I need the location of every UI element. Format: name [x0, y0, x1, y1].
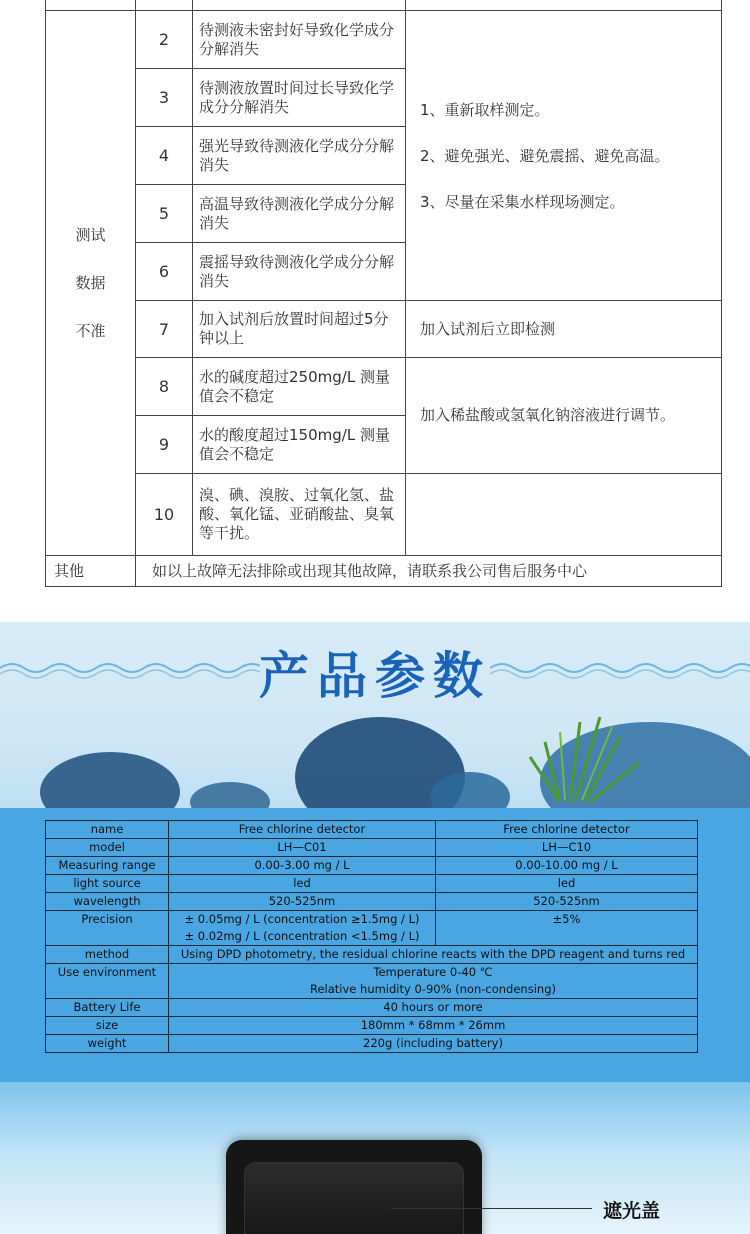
spec-value-c01: led: [169, 875, 436, 893]
solution-line: 3、尽量在采集水样现场测定。: [420, 192, 625, 211]
spec-value: 220g (including battery): [169, 1035, 698, 1053]
spec-row-size: [46, 1017, 698, 1035]
cause-text: 震摇导致待测液化学成分分解消失: [193, 243, 406, 301]
spec-table-area: [0, 808, 750, 1082]
spec-row-name: [46, 821, 698, 839]
row-number: 2: [136, 11, 193, 69]
solution-group-1: [406, 11, 722, 301]
solution-line: 1、重新取样测定。: [420, 100, 550, 119]
spec-row-weight: [46, 1035, 698, 1053]
spec-row-battery: [46, 999, 698, 1017]
category-cell: [46, 11, 136, 556]
spec-row-precision: [46, 911, 698, 946]
environment-line: Temperature 0-40 ℃: [373, 965, 493, 979]
row-number: 4: [136, 127, 193, 185]
callout-line: [392, 1208, 592, 1209]
spec-label: Battery Life: [46, 999, 169, 1017]
row-number: 8: [136, 358, 193, 416]
spec-row-light-source: [46, 875, 698, 893]
product-parameters-banner: [0, 622, 750, 1082]
spec-value-c01: Free chlorine detector: [169, 821, 436, 839]
solution-group-2: 加入稀盐酸或氢氧化钠溶液进行调节。: [406, 358, 722, 474]
device-photo-section: [0, 1082, 750, 1234]
cause-text: 高温导致待测液化学成分分解消失: [193, 185, 406, 243]
row-number: 9: [136, 416, 193, 474]
spec-value-c10: LH—C10: [436, 839, 698, 857]
coral-illustration: [0, 682, 750, 812]
troubleshooting-section: [0, 0, 750, 600]
spec-value: 40 hours or more: [169, 999, 698, 1017]
category-line: 测试: [75, 226, 106, 244]
spec-value-c01: LH—C01: [169, 839, 436, 857]
spec-row-range: [46, 857, 698, 875]
table-row: [46, 301, 722, 358]
row-number: 10: [136, 474, 193, 556]
cause-text: 水的酸度超过150mg/L 测量值会不稳定: [193, 416, 406, 474]
category-cell-top: [46, 0, 136, 11]
spec-row-environment: [46, 964, 698, 999]
cause-text: 强光导致待测液化学成分分解消失: [193, 127, 406, 185]
spec-label: light source: [46, 875, 169, 893]
spec-value: [169, 964, 698, 999]
spec-label: model: [46, 839, 169, 857]
spec-label: Precision: [46, 911, 169, 946]
spec-row-method: [46, 946, 698, 964]
row-number: 6: [136, 243, 193, 301]
row-number: 3: [136, 69, 193, 127]
spec-label: weight: [46, 1035, 169, 1053]
spec-value-c10: 0.00-10.00 mg / L: [436, 857, 698, 875]
spec-value-c01: 0.00-3.00 mg / L: [169, 857, 436, 875]
device-body: [226, 1140, 482, 1234]
troubleshooting-table: [45, 0, 722, 587]
spec-label: name: [46, 821, 169, 839]
spec-value-c01: 520-525nm: [169, 893, 436, 911]
spec-value: 180mm * 68mm * 26mm: [169, 1017, 698, 1035]
spec-label: size: [46, 1017, 169, 1035]
spec-row-wavelength: [46, 893, 698, 911]
callout-label: 遮光盖: [603, 1200, 661, 1222]
spec-label: Measuring range: [46, 857, 169, 875]
row-number: 5: [136, 185, 193, 243]
spec-label: wavelength: [46, 893, 169, 911]
row-number: 7: [136, 301, 193, 358]
category-line: 数据: [75, 274, 106, 292]
category-line: 不准: [75, 322, 106, 340]
precision-line: ± 0.02mg / L (concentration <1.5mg / L): [184, 929, 420, 943]
light-shield-cap: [244, 1162, 464, 1234]
spec-value-c10: ±5%: [436, 911, 698, 946]
table-row: [46, 358, 722, 416]
empty-cell: [406, 474, 722, 556]
spec-value-c10: Free chlorine detector: [436, 821, 698, 839]
other-text: 如以上故障无法排除或出现其他故障，请联系我公司售后服务中心: [136, 556, 722, 587]
table-row: [46, 0, 722, 11]
spec-value: Using DPD photometry, the residual chlorine reacts with the DPD reagent and turns red: [169, 946, 698, 964]
cause-text: 溴、碘、溴胺、过氧化氢、盐酸、氧化锰、亚硝酸盐、臭氧等干扰。: [193, 474, 406, 556]
solution-line: 2、避免强光、避免震摇、避免高温。: [420, 146, 670, 165]
table-row: [46, 556, 722, 587]
spec-label: method: [46, 946, 169, 964]
environment-line: Relative humidity 0-90% (non-condensing): [310, 982, 556, 996]
spec-value-c01: [169, 911, 436, 946]
other-label: 其他: [46, 556, 136, 587]
precision-line: ± 0.05mg / L (concentration ≥1.5mg / L): [184, 912, 420, 926]
spec-table: [45, 820, 698, 1053]
banner-title: 产品参数: [259, 646, 491, 705]
spec-value-c10: led: [436, 875, 698, 893]
spec-label: Use environment: [46, 964, 169, 999]
spec-row-model: [46, 839, 698, 857]
table-row: [46, 474, 722, 556]
table-row: [46, 11, 722, 69]
cause-text: 待测液未密封好导致化学成分分解消失: [193, 11, 406, 69]
cause-text: 水的碱度超过250mg/L 测量值会不稳定: [193, 358, 406, 416]
solution-row7: 加入试剂后立即检测: [406, 301, 722, 358]
cause-text: 待测液放置时间过长导致化学成分分解消失: [193, 69, 406, 127]
cause-text: 加入试剂后放置时间超过5分钟以上: [193, 301, 406, 358]
spec-value-c10: 520-525nm: [436, 893, 698, 911]
